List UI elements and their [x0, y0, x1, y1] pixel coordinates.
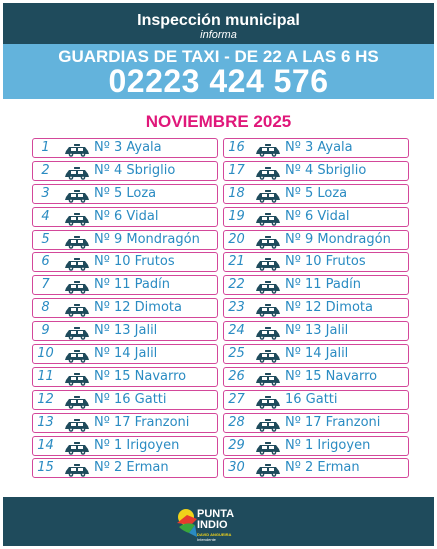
day-number: 26 [228, 368, 245, 384]
schedule-row [223, 184, 409, 204]
taxi-car-icon [255, 279, 281, 292]
day-number: 16 [228, 140, 245, 155]
taxi-driver-name: Nº 4 Sbriglio [94, 162, 176, 178]
schedule-row [223, 230, 409, 250]
taxi-car-icon [64, 302, 90, 315]
taxi-driver-name: Nº 14 Jalil [94, 346, 158, 362]
day-number: 9 [41, 323, 50, 339]
header [3, 3, 434, 99]
day-number: 30 [228, 460, 245, 476]
taxi-driver-name: Nº 16 Gatti [94, 391, 167, 407]
day-number: 1 [41, 140, 50, 155]
logo-text-mayor: DAVID ANGUEIRA [197, 532, 232, 537]
schedule-row [32, 207, 218, 227]
taxi-driver-name: Nº 12 Dimota [285, 300, 373, 316]
schedule-row [32, 458, 218, 478]
taxi-car-icon [64, 188, 90, 201]
taxi-car-icon [255, 371, 281, 384]
schedule-row [223, 436, 409, 456]
schedule-row [32, 184, 218, 204]
taxi-driver-name: Nº 12 Dimota [94, 300, 182, 316]
taxi-driver-name: Nº 1 Irigoyen [285, 437, 371, 453]
taxi-car-icon [255, 462, 281, 475]
taxi-car-icon [64, 256, 90, 269]
day-number: 10 [37, 346, 54, 362]
schedule-row [32, 298, 218, 318]
schedule-row [32, 436, 218, 456]
schedule-row [223, 344, 409, 364]
taxi-car-icon [64, 417, 90, 430]
flyer [3, 3, 434, 546]
schedule-row [223, 275, 409, 295]
taxi-driver-name: Nº 17 Franzoni [285, 414, 381, 430]
day-number: 5 [41, 231, 50, 247]
schedule-row [223, 321, 409, 341]
taxi-driver-name: Nº 10 Frutos [94, 254, 175, 270]
taxi-car-icon [64, 371, 90, 384]
taxi-car-icon [64, 348, 90, 361]
taxi-driver-name: Nº 1 Irigoyen [94, 437, 180, 453]
day-number: 20 [228, 231, 245, 247]
day-number: 21 [228, 254, 245, 270]
taxi-driver-name: Nº 13 Jalil [285, 323, 349, 339]
taxi-car-icon [255, 211, 281, 224]
taxi-car-icon [255, 302, 281, 315]
schedule-row [223, 298, 409, 318]
schedule-row [32, 390, 218, 410]
taxi-driver-name: Nº 6 Vidal [285, 208, 350, 224]
schedule-column-left [32, 138, 218, 481]
taxi-car-icon [64, 325, 90, 338]
schedule-row [32, 275, 218, 295]
taxi-driver-name: Nº 6 Vidal [94, 208, 159, 224]
day-number: 19 [228, 208, 245, 224]
schedule-row [32, 138, 218, 158]
day-number: 3 [41, 185, 50, 201]
day-number: 22 [228, 277, 245, 293]
taxi-driver-name: Nº 2 Erman [285, 460, 360, 476]
logo-text-indio: INDIO [197, 519, 228, 531]
logo-text-punta: PUNTA [197, 508, 235, 520]
taxi-car-icon [255, 440, 281, 453]
schedule-row [32, 252, 218, 272]
day-number: 8 [41, 300, 50, 316]
day-number: 27 [228, 391, 245, 407]
taxi-driver-name: Nº 17 Franzoni [94, 414, 190, 430]
day-number: 24 [228, 323, 245, 339]
taxi-car-icon [64, 211, 90, 224]
taxi-driver-name: Nº 13 Jalil [94, 323, 158, 339]
phone-number: 02223 424 576 [108, 63, 329, 99]
taxi-car-icon [255, 256, 281, 269]
taxi-car-icon [255, 142, 281, 155]
schedule-row [32, 321, 218, 341]
taxi-driver-name: Nº 2 Erman [94, 460, 169, 476]
taxi-driver-name: Nº 14 Jalil [285, 346, 349, 362]
banner-title: GUARDIAS DE TAXI - DE 22 A LAS 6 HS [58, 47, 379, 66]
schedule-row [32, 344, 218, 364]
header-title: Inspección municipal [137, 12, 300, 29]
header-subtitle: informa [200, 29, 237, 41]
day-number: 2 [41, 162, 50, 178]
taxi-car-icon [64, 394, 90, 407]
taxi-car-icon [64, 234, 90, 247]
schedule-row [223, 458, 409, 478]
day-number: 14 [37, 437, 54, 453]
day-number: 15 [37, 460, 54, 476]
day-number: 29 [228, 437, 245, 453]
day-number: 11 [37, 368, 54, 384]
schedule-row [32, 161, 218, 181]
taxi-driver-name: Nº 3 Ayala [94, 140, 162, 155]
taxi-car-icon [64, 440, 90, 453]
taxi-driver-name: Nº 15 Navarro [285, 368, 378, 384]
taxi-car-icon [255, 394, 281, 407]
banner [3, 44, 434, 99]
schedule-row [32, 367, 218, 387]
taxi-driver-name: Nº 11 Padín [94, 277, 170, 293]
schedule-column-right [223, 138, 409, 481]
taxi-car-icon [255, 188, 281, 201]
schedule-row [32, 230, 218, 250]
taxi-car-icon [64, 279, 90, 292]
day-number: 17 [228, 162, 245, 178]
day-number: 18 [228, 185, 245, 201]
taxi-driver-name: Nº 15 Navarro [94, 368, 187, 384]
taxi-driver-name: Nº 11 Padín [285, 277, 361, 293]
taxi-car-icon [255, 348, 281, 361]
day-number: 25 [228, 346, 245, 362]
schedule-row [223, 252, 409, 272]
taxi-driver-name: Nº 5 Loza [285, 185, 348, 201]
schedule-row [223, 138, 409, 158]
schedule-row [223, 413, 409, 433]
taxi-driver-name: Nº 3 Ayala [285, 140, 353, 155]
taxi-driver-name: 16 Gatti [285, 391, 338, 407]
logo-text-role: Intendente [197, 537, 216, 542]
day-number: 23 [228, 300, 245, 316]
taxi-car-icon [64, 462, 90, 475]
taxi-driver-name: Nº 9 Mondragón [94, 231, 200, 247]
schedule-row [223, 390, 409, 410]
taxi-car-icon [255, 165, 281, 178]
schedule-row [223, 207, 409, 227]
day-number: 4 [41, 208, 50, 224]
taxi-car-icon [255, 325, 281, 338]
day-number: 13 [37, 414, 54, 430]
day-number: 28 [228, 414, 245, 430]
taxi-car-icon [64, 142, 90, 155]
taxi-driver-name: Nº 9 Mondragón [285, 231, 391, 247]
schedule-row [223, 367, 409, 387]
day-number: 6 [41, 254, 50, 270]
taxi-car-icon [255, 234, 281, 247]
day-number: 12 [37, 391, 54, 407]
schedule-row [32, 413, 218, 433]
schedule-row [223, 161, 409, 181]
taxi-car-icon [64, 165, 90, 178]
taxi-driver-name: Nº 10 Frutos [285, 254, 366, 270]
day-number: 7 [41, 277, 50, 293]
month-title: NOVIEMBRE 2025 [145, 112, 292, 131]
taxi-car-icon [255, 417, 281, 430]
taxi-driver-name: Nº 5 Loza [94, 185, 157, 201]
taxi-driver-name: Nº 4 Sbriglio [285, 162, 367, 178]
